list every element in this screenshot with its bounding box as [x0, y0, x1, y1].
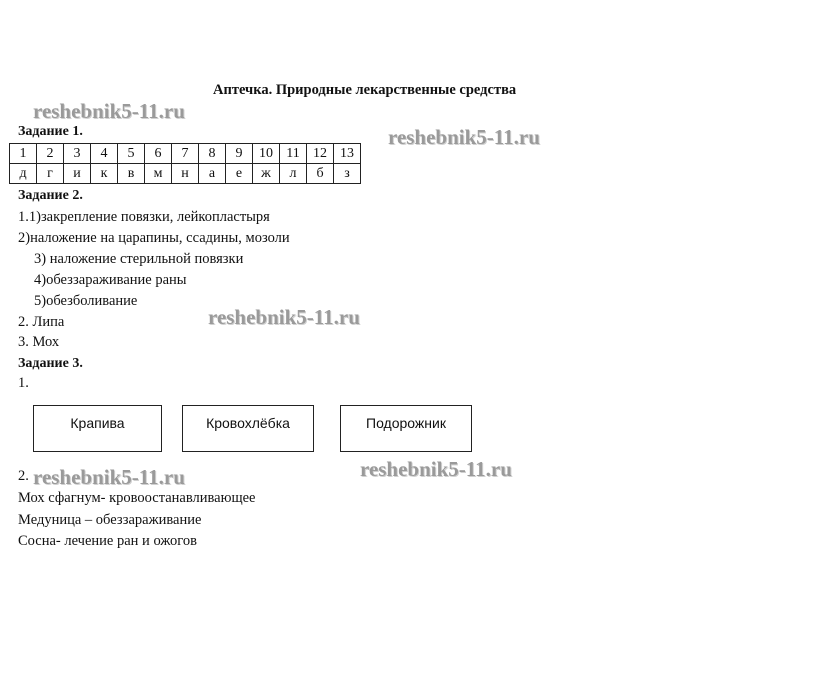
task3-line-2: Медуница – обеззараживание: [18, 512, 202, 528]
table-cell-letter: и: [64, 164, 91, 184]
task2-line-5: 5)обезболивание: [34, 293, 138, 309]
plant-box-plantain: Подорожник: [340, 405, 472, 452]
task2-line-2: 2)наложение на царапины, ссадины, мозоли: [18, 230, 290, 246]
table-cell-number: 10: [253, 144, 280, 164]
table-cell-letter: б: [307, 164, 334, 184]
table-cell-letter: ж: [253, 164, 280, 184]
task2-line-4: 4)обеззараживание раны: [34, 272, 187, 288]
table-cell-letter: а: [199, 164, 226, 184]
task3-line-3: Сосна- лечение ран и ожогов: [18, 533, 197, 549]
task3-item2-label: 2.: [18, 468, 29, 484]
task3-heading: Задание 3.: [18, 356, 83, 371]
table-cell-letter: м: [145, 164, 172, 184]
table-cell-number: 3: [64, 144, 91, 164]
watermark: reshebnik5-11.ru: [360, 457, 512, 481]
table-cell-letter: г: [37, 164, 64, 184]
page-title: Аптечка. Природные лекарственные средства: [213, 82, 517, 98]
watermark: reshebnik5-11.ru: [388, 125, 540, 149]
table-cell-letter: н: [172, 164, 199, 184]
watermark: reshebnik5-11.ru: [208, 305, 360, 329]
table-cell-number: 11: [280, 144, 307, 164]
task2-line-3: 3) наложение стерильной повязки: [34, 251, 244, 267]
table-cell-letter: з: [334, 164, 361, 184]
plant-box-burnet: Кровохлёбка: [182, 405, 314, 452]
task3-line-1: Мох сфагнум- кровоостанавливающее: [18, 490, 256, 506]
table-cell-number: 13: [334, 144, 361, 164]
plant-box-nettle: Крапива: [33, 405, 162, 452]
table-cell-letter: д: [10, 164, 37, 184]
table-cell-number: 5: [118, 144, 145, 164]
table-cell-number: 9: [226, 144, 253, 164]
answer-table: [9, 143, 361, 184]
table-cell-letter: л: [280, 164, 307, 184]
table-cell-letter: е: [226, 164, 253, 184]
table-cell-number: 6: [145, 144, 172, 164]
watermark: reshebnik5-11.ru: [33, 465, 185, 489]
table-cell-letter: в: [118, 164, 145, 184]
task1-heading: Задание 1.: [18, 124, 83, 139]
table-cell-number: 12: [307, 144, 334, 164]
task2-line-6: 2. Липа: [18, 314, 65, 330]
watermark: reshebnik5-11.ru: [33, 99, 185, 123]
table-cell-number: 8: [199, 144, 226, 164]
table-cell-letter: к: [91, 164, 118, 184]
task2-line-1: 1.1)закрепление повязки, лейкопластыря: [18, 209, 270, 225]
table-row-numbers: [10, 144, 361, 164]
task3-item1-label: 1.: [18, 375, 29, 391]
table-cell-number: 4: [91, 144, 118, 164]
task2-line-7: 3. Мох: [18, 334, 60, 350]
table-row-letters: [10, 164, 361, 184]
table-cell-number: 1: [10, 144, 37, 164]
task2-heading: Задание 2.: [18, 188, 83, 203]
table-cell-number: 7: [172, 144, 199, 164]
table-cell-number: 2: [37, 144, 64, 164]
